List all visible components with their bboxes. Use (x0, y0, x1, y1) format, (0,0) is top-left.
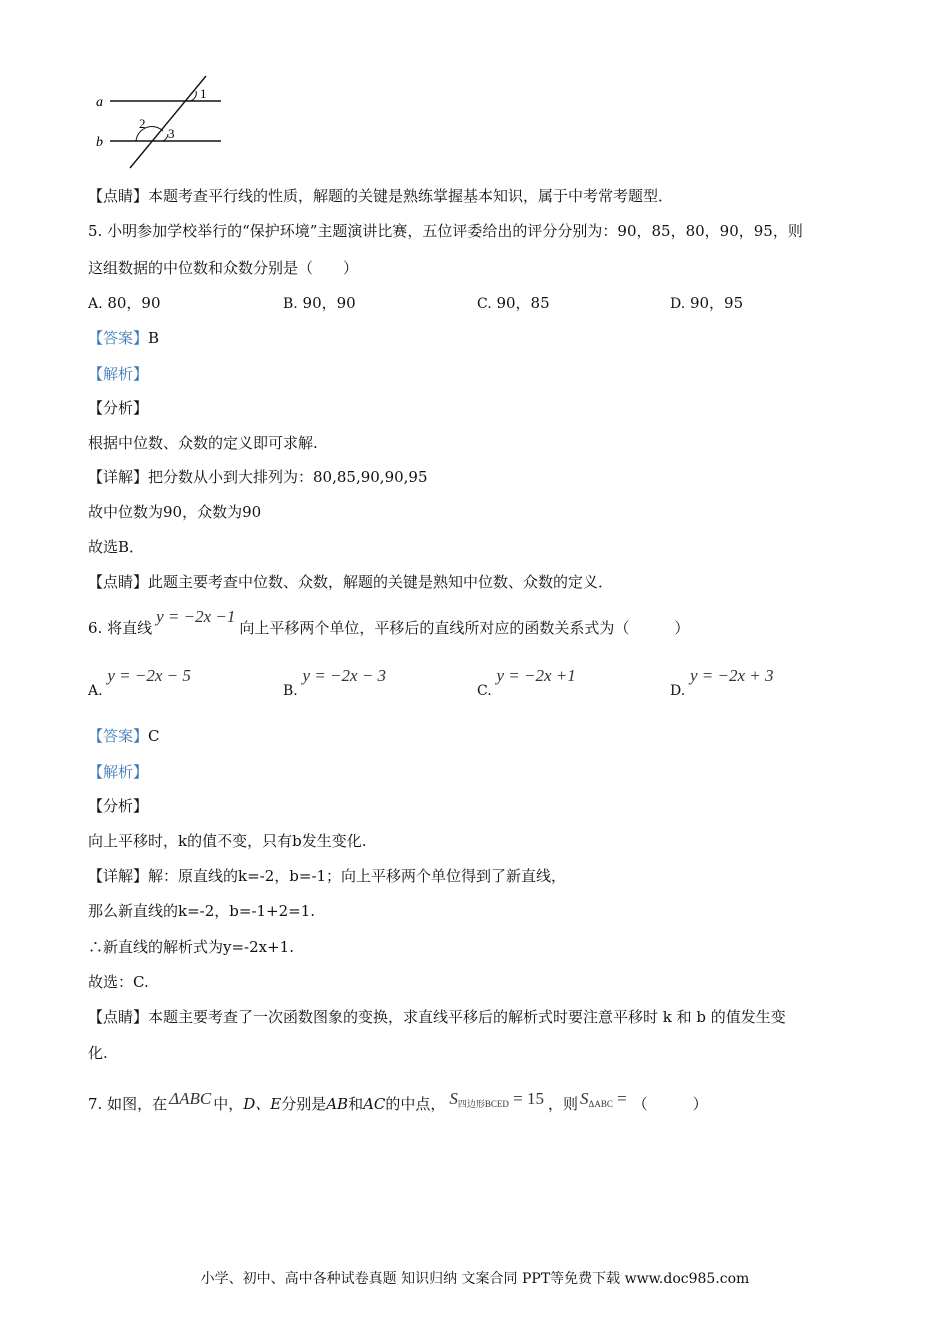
q6-fenxi: 向上平移时，k的值不变，只有b发生变化. (88, 832, 367, 850)
q5-detail: 【详解】把分数从小到大排列为：80,85,90,90,95 (88, 468, 428, 486)
q5-option-a: A. 80，90 (88, 294, 161, 312)
q5-fenxi: 根据中位数、众数的定义即可求解. (88, 434, 318, 452)
q6-formula: y = −2x −1 (156, 607, 236, 626)
q6-stem: 6. 将直线y = −2x −1向上平移两个单位，平移后的直线所对应的函数关系式为（ ） (88, 607, 690, 637)
parallel-lines-figure (88, 70, 228, 170)
q6-choice: 故选：C. (88, 973, 149, 991)
angle-3-label: 3 (168, 126, 175, 141)
q5-choice: 故选B． (88, 538, 145, 556)
q5-option-b: B. 90，90 (283, 294, 356, 312)
q7-area-quad: $S_{四边形BCED} = 15$ (449, 1089, 545, 1109)
q7-triangle: ΔABC (169, 1089, 212, 1108)
line-b-label: b (96, 135, 103, 150)
q6-detail-3: ∴新直线的解析式为y=-2x+1. (88, 938, 294, 956)
page-footer: 小学、初中、高中各种试卷真题 知识归纳 文案合同 PPT等免费下载 www.doc985.com (200, 1271, 750, 1287)
angle-1-label: 1 (200, 86, 207, 101)
answer-label: 【答案】 (88, 329, 149, 347)
q5-option-d: D. 90，95 (670, 294, 744, 312)
q5-analysis-label: 【解析】 (88, 365, 149, 383)
answer-value: B (148, 329, 160, 347)
q6-option-c: C. y = −2x +1 (477, 666, 576, 699)
angle-2-label: 2 (139, 116, 146, 131)
q7-area-triangle: $S_{\Delta ABC}$ = (580, 1089, 627, 1109)
q6-detail-2: 那么新直线的k=-2，b=-1+2=1. (88, 902, 316, 920)
q6-option-d: D. y = −2x + 3 (670, 666, 774, 699)
line-a-label: a (96, 95, 103, 110)
q5-stem-line1: 5. 小明参加学校举行的“保护环境”主题演讲比赛，五位评委给出的评分分别为：90，85，80，90，95，则 (88, 222, 803, 240)
q5-answer (88, 328, 159, 348)
q5-fenxi-label: 【分析】 (88, 399, 149, 417)
q6-detail-1: 【详解】解：原直线的k=-2，b=-1；向上平移两个单位得到了新直线， (88, 867, 567, 885)
q4-comment: 【点睛】本题考查平行线的性质，解题的关键是熟练掌握基本知识，属于中考常考题型． (88, 187, 674, 205)
q6-fenxi-label: 【分析】 (88, 797, 149, 815)
q6-analysis-label: 【解析】 (88, 763, 149, 781)
q5-conclusion: 故中位数为90，众数为90 (88, 503, 262, 521)
q6-answer (88, 726, 160, 746)
answer-label: 【答案】 (88, 727, 149, 745)
q5-comment: 【点睛】此题主要考查中位数、众数，解题的关键是熟知中位数、众数的定义． (88, 573, 614, 591)
q5-stem-line2: 这组数据的中位数和众数分别是（ ） (88, 259, 359, 277)
q6-option-a: A. y = −2x − 5 (88, 666, 191, 699)
q6-comment-1: 【点睛】本题主要考查了一次函数图象的变换，求直线平移后的解析式时要注意平移时 k 和 b 的值发生变 (88, 1008, 786, 1026)
q7-stem: 7. 如图，在 ΔABC 中，D、E分别是AB和AC的中点， $S_{四边形BCED} = 15$ ，则 $S_{\Delta ABC}$ = （ ） (88, 1089, 708, 1113)
q5-option-c: C. 90，85 (477, 294, 550, 312)
q6-comment-2: 化. (88, 1044, 108, 1062)
answer-value: C (148, 727, 160, 745)
q6-option-b: B. y = −2x − 3 (283, 666, 387, 699)
